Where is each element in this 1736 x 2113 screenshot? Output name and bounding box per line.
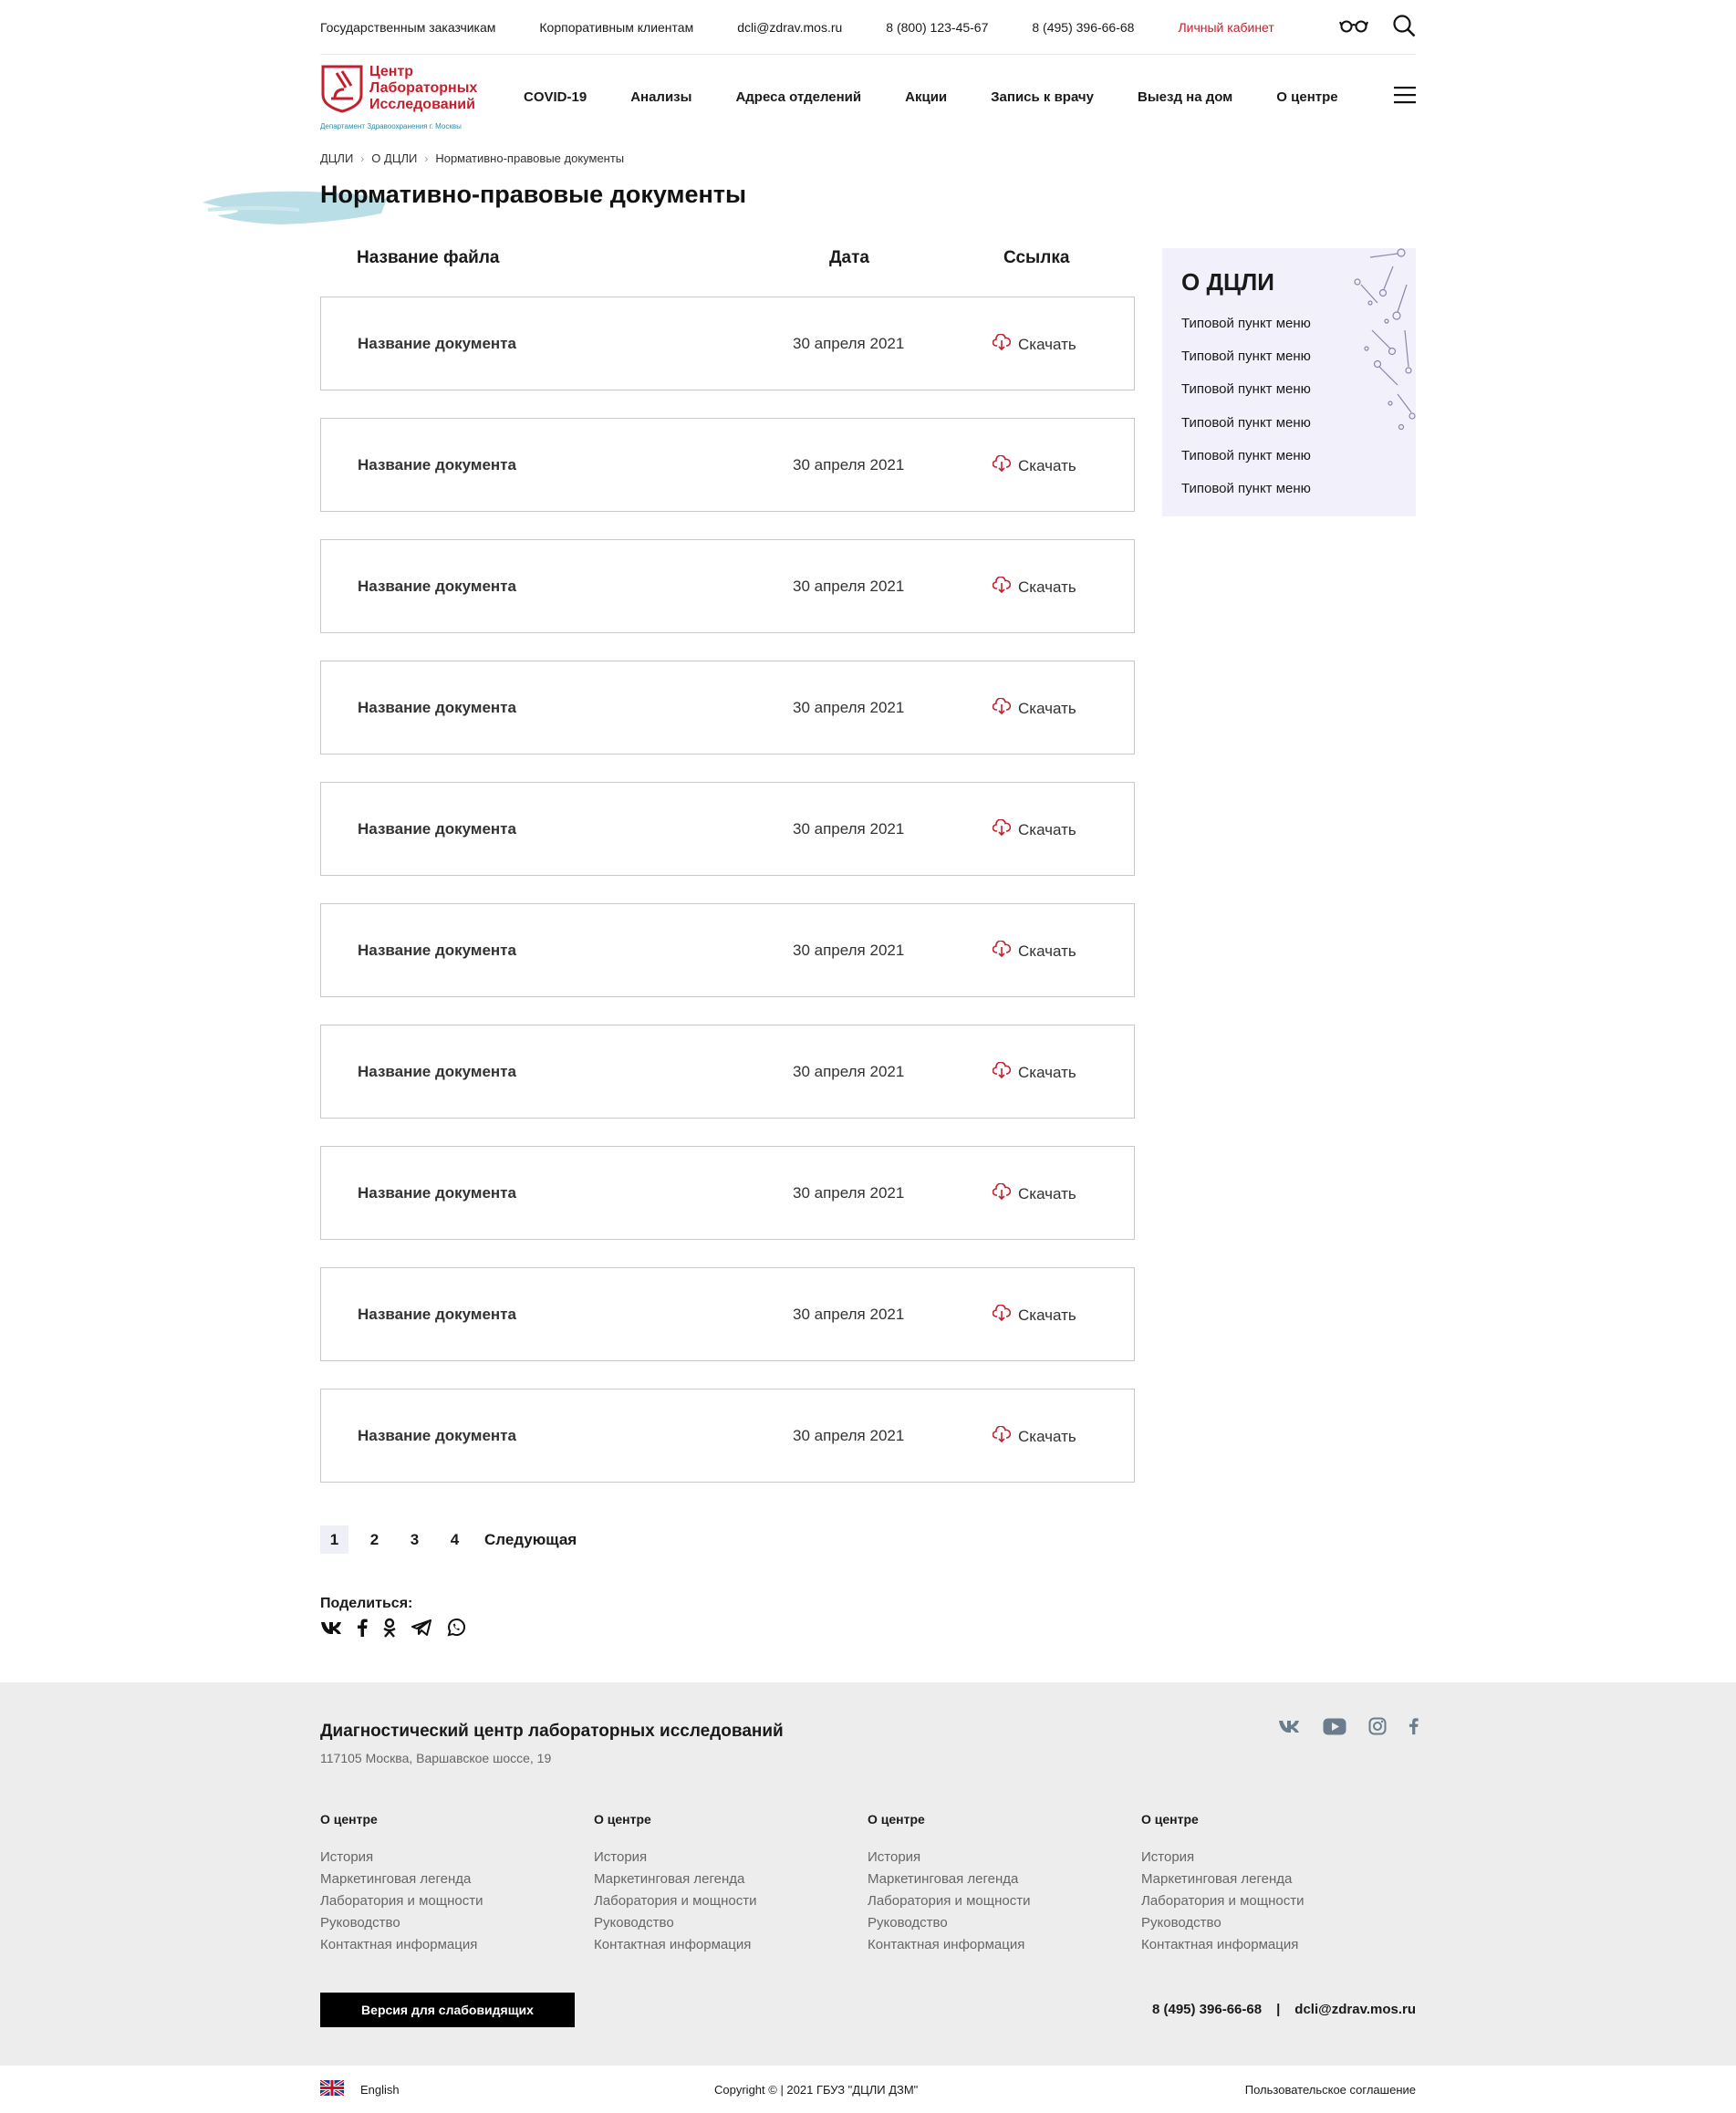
telegram-icon[interactable] <box>411 1619 431 1640</box>
logo-line-1: Центр <box>369 63 414 79</box>
document-row <box>320 297 1135 390</box>
document-row <box>320 1146 1135 1240</box>
top-icons <box>1339 14 1416 40</box>
document-date: 30 апреля 2021 <box>793 1063 905 1080</box>
cloud-download-icon <box>993 941 1011 962</box>
download-label: Скачать <box>1018 1306 1076 1324</box>
language-switch[interactable] <box>320 2080 400 2098</box>
document-date: 30 апреля 2021 <box>793 578 905 595</box>
page-4[interactable]: 4 <box>450 1530 460 1548</box>
footer-link[interactable]: Контактная информация <box>868 1937 1025 1952</box>
download-link[interactable] <box>993 577 1076 598</box>
document-name: Название документа <box>358 820 516 838</box>
footer-phone[interactable]: 8 (495) 396-66-68 <box>1151 2002 1263 2017</box>
pagination <box>320 1525 577 1554</box>
download-link[interactable] <box>993 455 1076 476</box>
download-link[interactable] <box>993 1183 1076 1204</box>
download-label: Скачать <box>1018 456 1076 474</box>
nav-analyses[interactable]: Анализы <box>630 88 692 105</box>
whatsapp-icon[interactable] <box>446 1618 466 1642</box>
main-nav <box>524 86 1416 108</box>
top-link-corporate[interactable]: Корпоративным клиентам <box>539 19 694 35</box>
breadcrumb-about[interactable]: О ДЦЛИ <box>371 151 418 165</box>
download-label: Скачать <box>1018 820 1076 838</box>
accessibility-version-button[interactable]: Версия для слабовидящих <box>320 1993 575 2027</box>
download-link[interactable] <box>993 941 1076 962</box>
document-name: Название документа <box>358 699 516 716</box>
document-row <box>320 661 1135 755</box>
document-name: Название документа <box>358 456 516 474</box>
footer-link[interactable]: Лаборатория и мощности <box>1141 1893 1305 1909</box>
document-name: Название документа <box>358 578 516 595</box>
page-3[interactable]: 3 <box>410 1530 420 1548</box>
document-date: 30 апреля 2021 <box>793 1306 905 1323</box>
document-date: 30 апреля 2021 <box>793 335 905 352</box>
footer-column-heading: О центре <box>320 1812 378 1827</box>
chevron-right-icon: › <box>424 151 429 165</box>
glasses-icon[interactable] <box>1339 18 1368 36</box>
breadcrumb-current: Нормативно-правовые документы <box>435 151 625 165</box>
document-name: Название документа <box>358 942 516 959</box>
footer-link[interactable]: Руководство <box>320 1915 400 1931</box>
footer-column <box>320 1812 585 1956</box>
top-link-phone-free[interactable]: 8 (800) 123-45-67 <box>886 19 989 35</box>
language-label: English <box>360 2082 400 2097</box>
sidebar-menu-item[interactable]: Типовой пункт меню <box>1181 316 1311 331</box>
footer-link[interactable]: История <box>320 1849 374 1865</box>
facebook-icon[interactable] <box>357 1619 368 1641</box>
footer-link[interactable]: Руководство <box>594 1915 674 1931</box>
footer-link[interactable]: Маркетинговая легенда <box>320 1871 472 1887</box>
cloud-download-icon <box>993 577 1011 598</box>
footer-link[interactable]: Маркетинговая легенда <box>868 1871 1019 1887</box>
microscope-logo-icon <box>320 64 364 118</box>
top-bar <box>320 0 1416 55</box>
footer-contacts <box>1152 2002 1416 2017</box>
column-filename: Название файла <box>357 248 500 267</box>
instagram-icon[interactable] <box>1368 1717 1387 1740</box>
footer-contact-separator: | <box>1276 2002 1281 2017</box>
download-link[interactable] <box>993 1426 1076 1447</box>
document-row <box>320 782 1135 876</box>
nav-about[interactable]: О центре <box>1276 88 1338 105</box>
sidebar-about <box>1162 248 1416 516</box>
cloud-download-icon <box>993 819 1011 840</box>
download-label: Скачать <box>1018 578 1076 596</box>
personal-cabinet-link[interactable]: Личный кабинет <box>1178 19 1274 35</box>
column-link: Ссылка <box>1003 248 1070 267</box>
footer-link[interactable]: Контактная информация <box>320 1937 478 1952</box>
footer-column-heading: О центре <box>868 1812 925 1827</box>
download-link[interactable] <box>993 819 1076 840</box>
footer-link[interactable]: Контактная информация <box>1141 1937 1299 1952</box>
sidebar-menu-item[interactable]: Типовой пункт меню <box>1181 448 1311 463</box>
share-label: Поделиться: <box>320 1596 413 1611</box>
breadcrumb-home[interactable]: ДЦЛИ <box>320 151 354 165</box>
document-date: 30 апреля 2021 <box>793 699 905 716</box>
document-date: 30 апреля 2021 <box>793 942 905 959</box>
footer-link[interactable]: Маркетинговая легенда <box>594 1871 745 1887</box>
logo-line-3: Исследований <box>369 96 475 112</box>
cloud-download-icon <box>993 334 1011 355</box>
document-date: 30 апреля 2021 <box>793 1427 905 1444</box>
footer-link[interactable]: Маркетинговая легенда <box>1141 1871 1293 1887</box>
document-row <box>320 418 1135 512</box>
footer-column-heading: О центре <box>1141 1812 1199 1827</box>
download-label: Скачать <box>1018 1063 1076 1081</box>
document-name: Название документа <box>358 1184 516 1202</box>
copyright: Copyright © | 2021 ГБУЗ "ДЦЛИ ДЗМ" <box>714 2082 919 2097</box>
document-name: Название документа <box>358 335 516 352</box>
document-row <box>320 539 1135 633</box>
download-link[interactable] <box>993 334 1076 355</box>
column-date: Дата <box>829 248 869 267</box>
vk-icon[interactable] <box>320 1620 342 1639</box>
download-label: Скачать <box>1018 699 1076 717</box>
document-name: Название документа <box>358 1427 516 1444</box>
download-link[interactable] <box>993 698 1076 719</box>
document-row <box>320 1389 1135 1483</box>
nav-appointment[interactable]: Запись к врачу <box>991 88 1094 105</box>
footer-column <box>868 1812 1132 1956</box>
download-label: Скачать <box>1018 942 1076 960</box>
next-page-link[interactable]: Следующая <box>484 1530 577 1548</box>
document-date: 30 апреля 2021 <box>793 456 905 474</box>
search-icon[interactable] <box>1392 14 1416 40</box>
footer <box>0 1682 1736 2066</box>
footer-org-name: Диагностический центр лабораторных исследований <box>320 1722 784 1741</box>
document-row <box>320 1025 1135 1119</box>
user-agreement-link[interactable]: Пользовательское соглашение <box>1244 2082 1416 2097</box>
document-row <box>320 903 1135 997</box>
breadcrumb <box>320 151 1416 165</box>
download-label: Скачать <box>1018 335 1076 353</box>
page-2[interactable]: 2 <box>369 1530 379 1548</box>
page-1[interactable]: 1 <box>320 1525 348 1554</box>
footer-column-heading: О центре <box>594 1812 651 1827</box>
sidebar-menu-item[interactable]: Типовой пункт меню <box>1181 415 1311 431</box>
sidebar-menu-item[interactable]: Типовой пункт меню <box>1181 381 1311 397</box>
youtube-icon[interactable] <box>1323 1718 1346 1740</box>
footer-link[interactable]: Лаборатория и мощности <box>320 1893 483 1909</box>
logo-line-2: Лабораторных <box>369 79 478 96</box>
logo-subtitle: Департамент Здравоохранения г. Москвы <box>320 121 462 130</box>
nav-covid[interactable]: COVID-19 <box>524 88 587 105</box>
footer-link[interactable]: История <box>868 1849 921 1865</box>
download-label: Скачать <box>1018 1427 1076 1445</box>
sidebar-menu-item[interactable]: Типовой пункт меню <box>1181 481 1311 496</box>
top-link-phone[interactable]: 8 (495) 396-66-68 <box>1032 19 1135 35</box>
download-link[interactable] <box>993 1062 1076 1083</box>
footer-email[interactable]: dcli@zdrav.mos.ru <box>1294 2002 1416 2017</box>
footer-column <box>594 1812 858 1956</box>
page-title: Нормативно-правовые документы <box>320 181 747 208</box>
top-link-government[interactable]: Государственным заказчикам <box>320 19 496 35</box>
logo[interactable] <box>320 64 494 130</box>
document-name: Название документа <box>358 1306 516 1323</box>
footer-link[interactable]: Руководство <box>1141 1915 1221 1931</box>
main-header <box>320 56 1416 138</box>
sidebar-title: О ДЦЛИ <box>1181 268 1274 296</box>
download-label: Скачать <box>1018 1184 1076 1202</box>
cloud-download-icon <box>993 1305 1011 1326</box>
bottom-bar <box>320 2066 1416 2113</box>
cloud-download-icon <box>993 698 1011 719</box>
footer-link[interactable]: Лаборатория и мощности <box>868 1893 1031 1909</box>
odnoklassniki-icon[interactable] <box>382 1618 397 1642</box>
cloud-download-icon <box>993 1426 1011 1447</box>
footer-social <box>1277 1717 1419 1740</box>
footer-link[interactable]: Контактная информация <box>594 1937 752 1952</box>
document-row <box>320 1267 1135 1361</box>
footer-address: 117105 Москва, Варшавское шоссе, 19 <box>320 1751 552 1765</box>
uk-flag-icon <box>320 2080 344 2098</box>
footer-link[interactable]: История <box>594 1849 648 1865</box>
document-date: 30 апреля 2021 <box>793 1184 905 1202</box>
cloud-download-icon <box>993 455 1011 476</box>
nav-promotions[interactable]: Акции <box>905 88 948 105</box>
footer-link[interactable]: История <box>1141 1849 1195 1865</box>
footer-link[interactable]: Руководство <box>868 1915 948 1931</box>
top-link-email[interactable]: dcli@zdrav.mos.ru <box>737 19 843 35</box>
nav-addresses[interactable]: Адреса отделений <box>735 88 862 105</box>
menu-burger-icon[interactable] <box>1394 86 1416 108</box>
download-link[interactable] <box>993 1305 1076 1326</box>
document-name: Название документа <box>358 1063 516 1080</box>
document-date: 30 апреля 2021 <box>793 820 905 838</box>
footer-column <box>1141 1812 1406 1956</box>
vk-icon[interactable] <box>1277 1719 1301 1738</box>
footer-link[interactable]: Лаборатория и мощности <box>594 1893 757 1909</box>
share-buttons <box>320 1618 466 1642</box>
nav-home-visit[interactable]: Выезд на дом <box>1138 88 1233 105</box>
cloud-download-icon <box>993 1183 1011 1204</box>
molecule-pattern-decoration <box>1306 248 1416 440</box>
documents-table-header <box>320 246 1134 274</box>
sidebar-menu-item[interactable]: Типовой пункт меню <box>1181 349 1311 364</box>
facebook-icon[interactable] <box>1409 1717 1419 1740</box>
cloud-download-icon <box>993 1062 1011 1083</box>
chevron-right-icon: › <box>360 151 365 165</box>
